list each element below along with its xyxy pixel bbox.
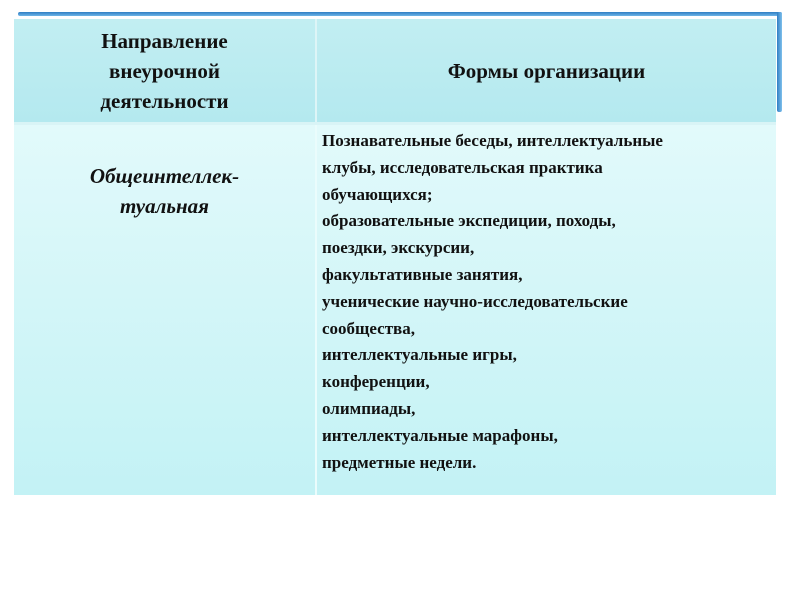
table-row [14,125,776,495]
header-direction-line: внеурочной [109,58,220,83]
forms-line: ученические научно-исследовательские [322,291,628,311]
slide-frame-top [18,12,782,16]
forms-line: поездки, экскурсии, [322,238,475,258]
direction-cell [14,161,315,221]
header-direction-line: Направление [101,28,228,53]
forms-line: предметные недели. [322,452,477,472]
forms-line: олимпиады, [322,398,416,418]
header-direction-line: деятельности [100,88,229,113]
forms-line: Познавательные беседы, интеллектуальные [322,131,663,150]
header-forms-label: Формы организации [447,58,646,83]
forms-line: конференции, [322,372,430,392]
forms-line: сообщества, [322,318,415,338]
header-direction [14,19,315,122]
forms-line: образовательные экспедиции, походы, [322,211,616,231]
forms-line: факультативные занятия, [322,264,523,284]
forms-line: интеллектуальные марафоны, [322,425,558,445]
direction-line: туальная [120,194,209,218]
forms-line: клубы, исследовательская практика [322,157,603,177]
forms-cell [322,128,774,476]
body-column-divider [315,125,317,495]
forms-line: обучающихся; [322,184,433,204]
forms-line: интеллектуальные игры, [322,345,517,365]
slide-frame-right [777,12,782,112]
table-header-row [14,19,776,125]
header-forms [317,19,776,122]
direction-line: Общеинтеллек- [89,164,240,188]
content-table [14,19,776,495]
